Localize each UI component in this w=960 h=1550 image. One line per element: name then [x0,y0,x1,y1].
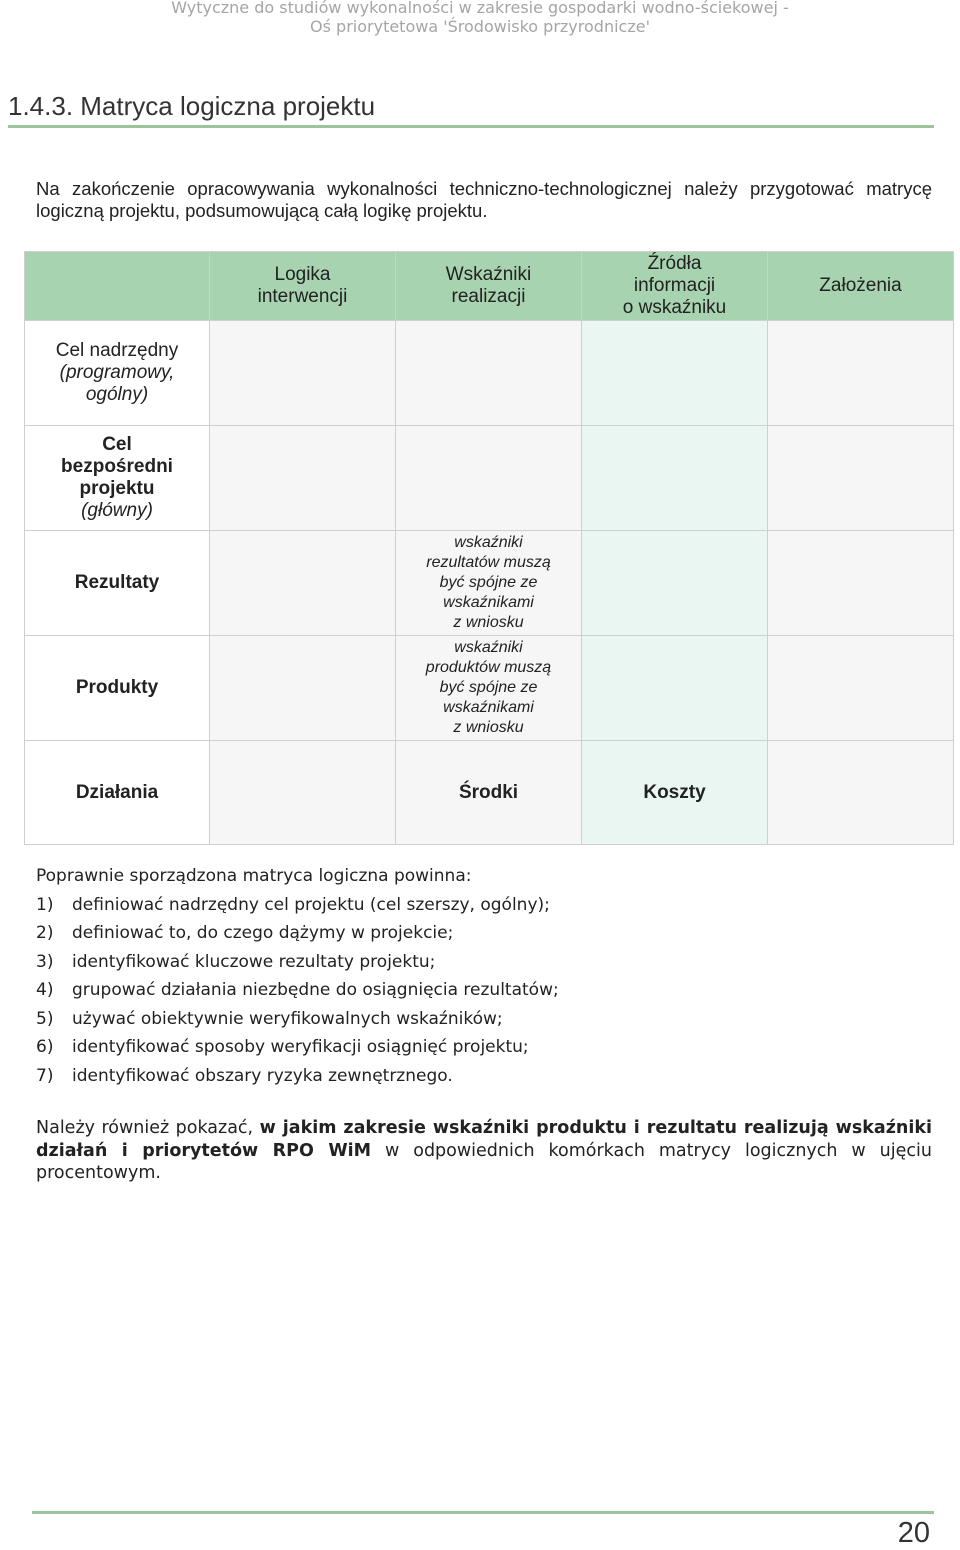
matrix-cell [210,636,396,741]
list-item-text: identyfikować sposoby weryfikacji osiągnięć projektu; [72,1037,529,1057]
costs-cell: Koszty [582,741,768,845]
list-item-text: używać obiektywnie weryfikowalnych wskaźników; [72,1008,503,1029]
note-text: produktów muszą [425,659,552,676]
row-label-direct-goal [25,426,210,531]
matrix-row-direct-goal [25,426,954,531]
list-item-number: 1) [36,894,54,915]
matrix-cell [210,321,396,426]
criteria-section [36,862,936,1090]
list-item-text: definiować to, do czego dążymy w projekcie; [72,923,454,943]
column-header-text: Logika [274,264,331,285]
row-label-activities: Działania [25,741,210,845]
note-text: wskaźniki [454,534,523,551]
list-item-number: 2) [36,923,54,943]
column-header-intervention-logic [210,252,396,321]
row-label-products: Produkty [25,636,210,741]
list-item [36,919,936,948]
running-header-line-1: Wytyczne do studiów wykonalności w zakresie gospodarki wodno-ściekowej - [171,0,789,17]
means-cell: Środki [396,741,582,845]
matrix-row-activities [25,741,954,845]
matrix-cell [210,426,396,531]
matrix-row-overall-goal [25,321,954,426]
list-item-number: 3) [36,951,54,972]
list-item-number: 4) [36,980,54,1000]
matrix-cell [768,531,954,636]
matrix-cell [210,531,396,636]
closing-text: Należy również pokazać, [36,1118,254,1138]
list-item [36,976,936,1005]
matrix-cell [582,531,768,636]
row-label-note: (programowy, [59,362,175,383]
column-header-text: Wskaźniki [445,264,532,285]
column-header-indicators [396,252,582,321]
matrix-cell [768,426,954,531]
list-item [36,1033,936,1062]
column-header-sources [582,252,768,321]
matrix-cell [582,426,768,531]
footer-divider [32,1511,934,1514]
matrix-cell [396,426,582,531]
list-item-text: grupować działania niezbędne do osiągnięcia rezultatów; [72,980,559,1000]
column-header-text: interwencji [257,286,348,307]
section-title: 1.4.3. Matryca logiczna projektu [8,90,934,128]
matrix-cell [768,636,954,741]
note-text: wskaźnikami [443,699,534,716]
matrix-cell [210,741,396,845]
closing-text: w odpowiednich komórkach matrycy logicznych w ujęciu procentowym. [36,1140,932,1183]
list-item [36,1005,936,1034]
matrix-corner-cell [25,252,210,321]
matrix-cell [768,321,954,426]
criteria-intro: Poprawnie sporządzona matryca logiczna powinna: [36,866,472,886]
list-item-number: 6) [36,1037,54,1057]
note-text: wskaźnikami [443,594,534,611]
matrix-cell [768,741,954,845]
column-header-text: o wskaźniku [622,297,727,318]
column-header-text: Źródła [647,253,702,274]
row-label-results: Rezultaty [25,531,210,636]
row-label-note: ogólny) [85,384,149,405]
list-item [36,1062,936,1091]
list-item [36,948,936,977]
row-label-text: bezpośredni [61,456,173,477]
note-text: być spójne ze [439,574,538,591]
page-number: 20 [897,1517,930,1549]
matrix-row-results [25,531,954,636]
matrix-cell [582,636,768,741]
row-label-text: Cel nadrzędny [55,340,179,361]
note-text: rezultatów muszą [426,554,551,571]
logical-matrix-table [24,251,954,845]
note-text: wskaźniki [454,639,523,656]
row-label-overall-goal [25,321,210,426]
products-indicator-note [396,636,582,741]
closing-emphasis: w jakim zakresie wskaźniki produktu i rezultatu realizują wskaźniki działań i priorytetów RPO WiM [36,1118,932,1161]
results-indicator-note [396,531,582,636]
matrix-cell [396,321,582,426]
matrix-header-row [25,252,954,321]
column-header-text: realizacji [451,286,526,307]
matrix-cell [582,321,768,426]
criteria-list [36,891,936,1091]
list-item-number: 7) [36,1065,54,1086]
intro-paragraph: Na zakończenie opracowywania wykonalności techniczno-technologicznej należy przygotować matrycę logiczną projektu, podsumowującą całą logikę projektu. [36,178,932,221]
row-label-note: (główny) [81,500,153,521]
column-header-assumptions: Założenia [768,252,954,321]
list-item-number: 5) [36,1008,54,1029]
note-text: być spójne ze [439,679,538,696]
list-item-text: definiować nadrzędny cel projektu (cel szerszy, ogólny); [72,894,550,915]
list-item-text: identyfikować kluczowe rezultaty projektu; [72,951,436,972]
list-item [36,891,936,920]
note-text: z wniosku [453,719,524,736]
closing-paragraph [36,1117,932,1185]
note-text: z wniosku [453,614,524,631]
running-header-line-2: Oś priorytetowa 'Środowisko przyrodnicze' [310,17,650,36]
row-label-text: projektu [79,478,155,499]
row-label-text: Cel [102,434,132,455]
matrix-row-products [25,636,954,741]
column-header-text: informacji [633,275,716,296]
list-item-text: identyfikować obszary ryzyka zewnętrznego. [72,1065,453,1086]
